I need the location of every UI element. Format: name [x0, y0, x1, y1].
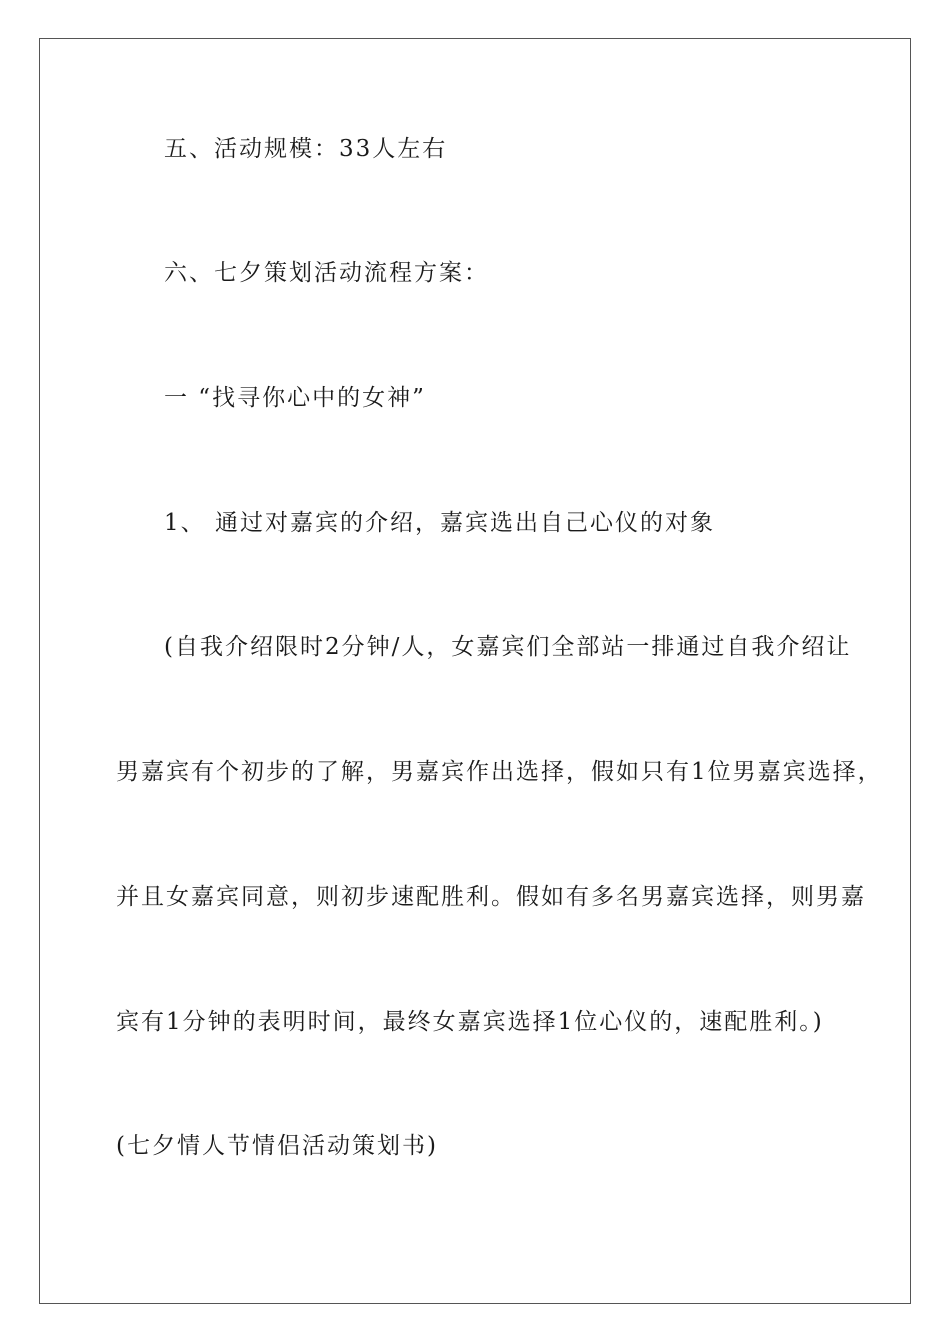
section-scale-heading: 五、活动规模：33人左右	[164, 136, 448, 162]
activity-title: 一 “找寻你心中的女神”	[164, 385, 426, 411]
paragraph-line: 并且女嘉宾同意，则初步速配胜利。假如有多名男嘉宾选择，则男嘉	[116, 884, 866, 910]
section-process-heading: 六、七夕策划活动流程方案：	[164, 260, 489, 286]
page-frame	[39, 38, 911, 1304]
paragraph-line: (自我介绍限时2分钟/人，女嘉宾们全部站一排通过自我介绍让	[164, 634, 852, 660]
source-note: (七夕情人节情侣活动策划书)	[116, 1133, 438, 1159]
paragraph-line: 宾有1分钟的表明时间，最终女嘉宾选择1位心仪的，速配胜利。)	[116, 1009, 824, 1035]
step-1-text: 1、 通过对嘉宾的介绍，嘉宾选出自己心仪的对象	[164, 510, 715, 536]
paragraph-line: 男嘉宾有个初步的了解，男嘉宾作出选择，假如只有1位男嘉宾选择，	[116, 759, 883, 785]
